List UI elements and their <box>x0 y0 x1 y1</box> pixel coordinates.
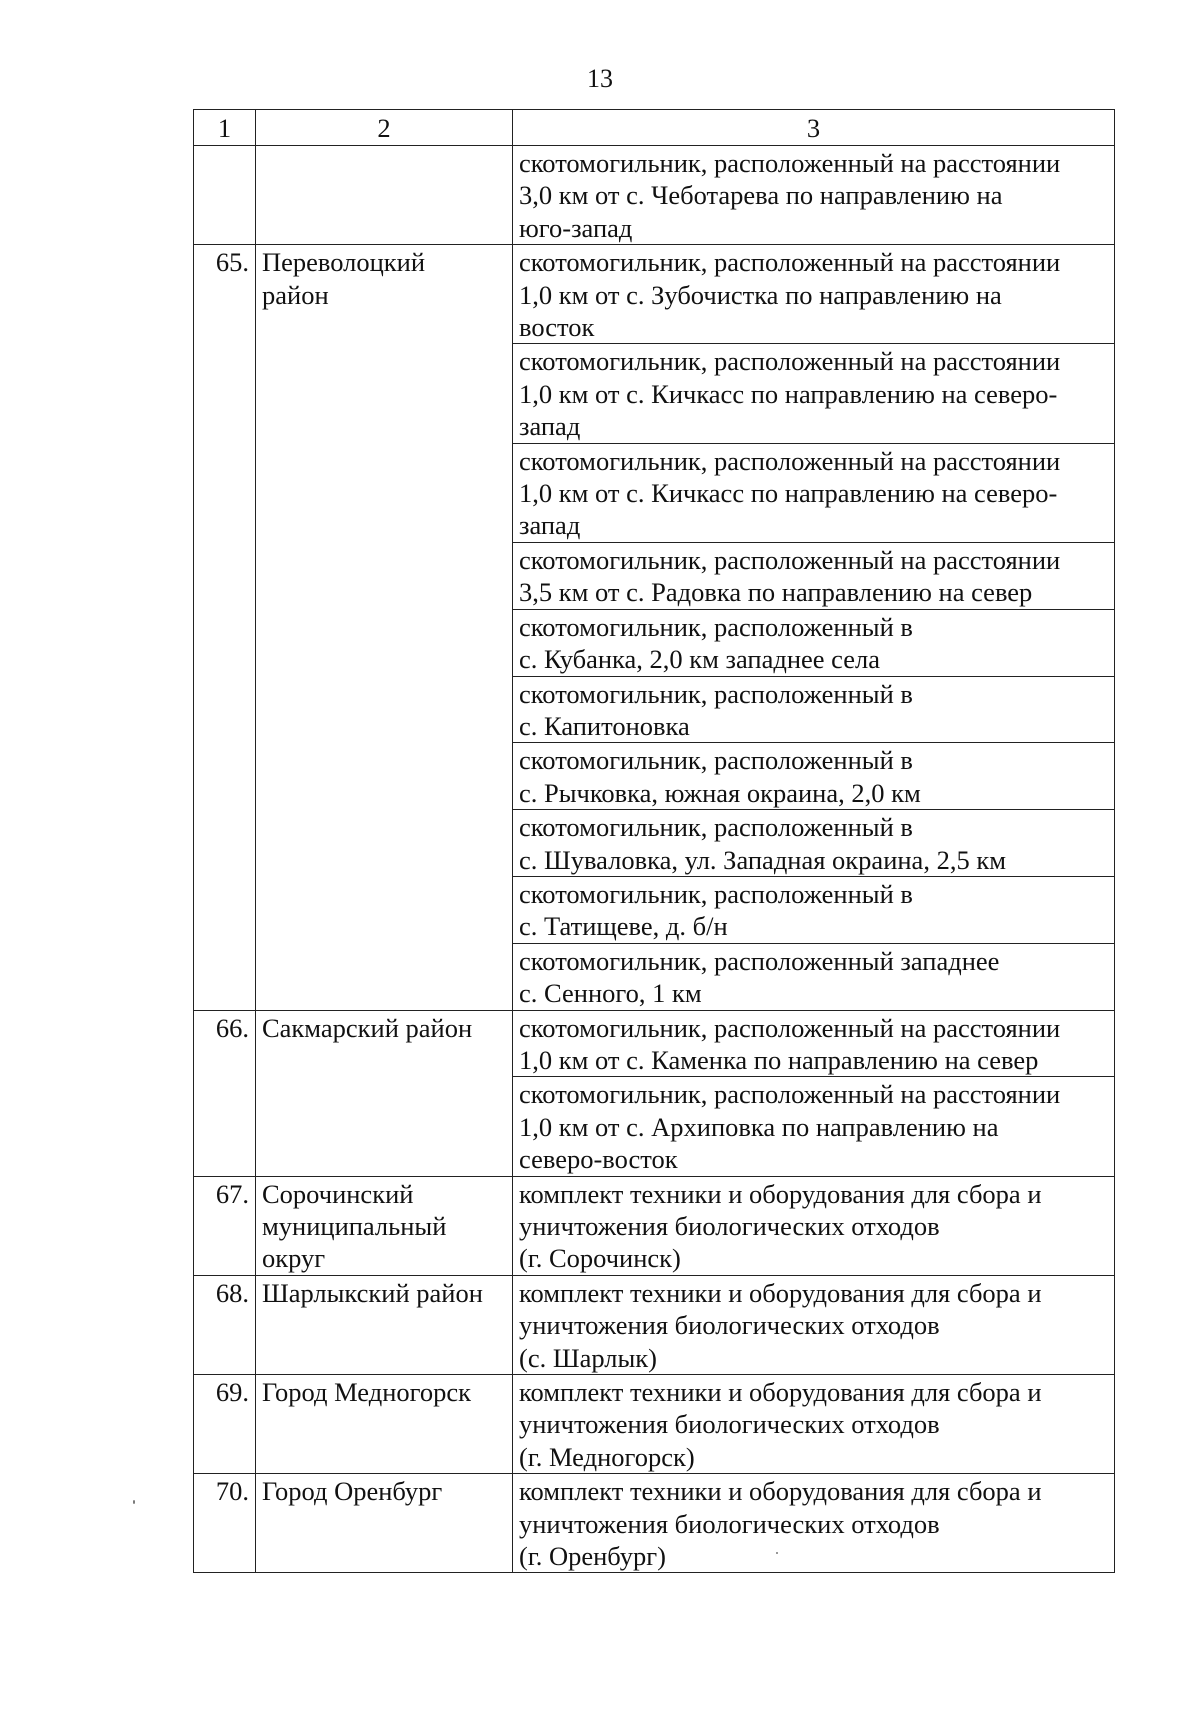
scan-speck <box>776 1552 778 1554</box>
table-row <box>194 1010 1115 1077</box>
site-description-cell: скотомогильник, расположенный в с. Кубанка, 2,0 км западнее села <box>513 609 1115 676</box>
row-number-cell: 68. <box>194 1275 256 1374</box>
scan-speck <box>133 1500 135 1504</box>
site-description-cell: скотомогильник, расположенный на расстоянии 3,0 км от с. Чеботарева по направлению на юго-запад <box>513 146 1115 245</box>
page-number: 13 <box>587 64 613 93</box>
site-description-cell: скотомогильник, расположенный на расстоянии 1,0 км от с. Кичкасс по направлению на северо- запад <box>513 443 1115 542</box>
district-cell: Сорочинский муниципальный округ <box>256 1176 513 1275</box>
site-description-cell: скотомогильник, расположенный на расстоянии 1,0 км от с. Кичкасс по направлению на северо- запад <box>513 344 1115 443</box>
district-cell: Город Оренбург <box>256 1474 513 1573</box>
table-body <box>194 110 1115 1573</box>
header-col-1: 1 <box>194 110 256 146</box>
table-row <box>194 1176 1115 1275</box>
row-number-cell: 69. <box>194 1375 256 1474</box>
site-description-cell: скотомогильник, расположенный на расстоянии 1,0 км от с. Архиповка по направлению на северо-восток <box>513 1077 1115 1176</box>
row-number-cell: 70. <box>194 1474 256 1573</box>
site-description-cell: скотомогильник, расположенный в с. Рычковка, южная окраина, 2,0 км <box>513 743 1115 810</box>
table-row <box>194 1375 1115 1474</box>
row-number-cell: 65. <box>194 245 256 1010</box>
table-row <box>194 245 1115 344</box>
table-row <box>194 1275 1115 1374</box>
site-description-cell: комплект техники и оборудования для сбора и уничтожения биологических отходов (г. Медногорск) <box>513 1375 1115 1474</box>
site-description-cell: скотомогильник, расположенный в с. Татищеве, д. б/н <box>513 876 1115 943</box>
district-cell <box>256 146 513 245</box>
site-description-cell: комплект техники и оборудования для сбора и уничтожения биологических отходов (г. Оренбург) <box>513 1474 1115 1573</box>
district-cell: Город Медногорск <box>256 1375 513 1474</box>
site-description-cell: скотомогильник, расположенный на расстоянии 3,5 км от с. Радовка по направлению на север <box>513 542 1115 609</box>
district-cell: Переволоцкий район <box>256 245 513 1010</box>
table-row <box>194 146 1115 245</box>
header-col-2: 2 <box>256 110 513 146</box>
table-header-row <box>194 110 1115 146</box>
site-description-cell: комплект техники и оборудования для сбора и уничтожения биологических отходов (с. Шарлык) <box>513 1275 1115 1374</box>
row-number-cell: 66. <box>194 1010 256 1176</box>
site-description-cell: скотомогильник, расположенный на расстоянии 1,0 км от с. Зубочистка по направлению на восток <box>513 245 1115 344</box>
site-description-cell: комплект техники и оборудования для сбора и уничтожения биологических отходов (г. Сорочинск) <box>513 1176 1115 1275</box>
site-description-cell: скотомогильник, расположенный на расстоянии 1,0 км от с. Каменка по направлению на север <box>513 1010 1115 1077</box>
row-number-cell <box>194 146 256 245</box>
site-description-cell: скотомогильник, расположенный в с. Капитоновка <box>513 676 1115 743</box>
header-col-3: 3 <box>513 110 1115 146</box>
table-row <box>194 1474 1115 1573</box>
row-number-cell: 67. <box>194 1176 256 1275</box>
site-description-cell: скотомогильник, расположенный в с. Шуваловка, ул. Западная окраина, 2,5 км <box>513 810 1115 877</box>
facilities-table <box>193 109 1115 1573</box>
district-cell: Сакмарский район <box>256 1010 513 1176</box>
site-description-cell: скотомогильник, расположенный западнее с. Сенного, 1 км <box>513 943 1115 1010</box>
district-cell: Шарлыкский район <box>256 1275 513 1374</box>
